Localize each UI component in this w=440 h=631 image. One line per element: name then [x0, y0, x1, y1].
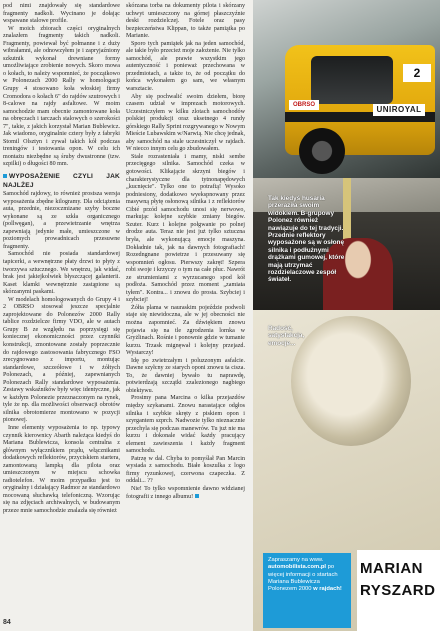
start-number: 2: [403, 64, 431, 82]
promo-body: po więcej informacji o startach Mariana Bublewicza Polonezem 2000: [268, 564, 338, 593]
promo-box: [263, 553, 351, 628]
square-bullet-icon: [3, 174, 7, 178]
sponsor-sticker: UNIROYAL: [373, 104, 425, 116]
paragraph: Samochód nie posiada standardowej tapicerki, a wewnętrzne płaty drzwi to płyty z tworzywa sztucznego. We wnętrzu, jak widać, brak jest jakiejkolwiek błyszczącej galanterii. Kaset klamki wewnętrznie zastąpione są skórzanymi paskami.: [3, 251, 120, 296]
paragraph: W moich zbiorach części oryginalnych znalazłem fragmenty takich nadkoli. Fragmenty, powiewał być połmanne i z duży wibrałamni, ale odnowzyłem je i zapryjaźniony szkutnik wykonał drewniane formy umożliwiające zrobienie nowych. Skoro mowa o kołach, to należy wspomnieć, że początkowo w Polonezach 2000 Rally w homologacji Grupy 4 stosowano koła włoskiej firmy Cromodora o kołach 6" do rajdów szutrowych i 8-calowe na rajdy asfaltowe. W moim samochodzie mam obecnie zamontowane koła na obręczach i tarczach stalowych o szerokości 7", takie, z jakich korzystał Marian Bublewicz. Jak wiadomo, oryginalnie cztery były z fabryki Stomil Olsztyn i zywał takich kół podczas treningów i testowania opon. W celu ich montażu niezbędne są śruby dwustronne (tzw. szpilki) o długości 80 mm.: [3, 25, 120, 168]
section-heading: WYPOSAŻENIE CZYLI JAK NAJLŻEJ: [3, 173, 120, 190]
paragraph: Samochód rajdowy, to również prostsza wersja wyposażenia zbędne kilogramy. Dla odciążenia auta, przednie, niezoczmizane szyby boczne wykonane są ze szkła organicznego (pollwęgan), a przewietrzanie wnętrza zapewniają jedynie małe, umieszczone w poziomych prowadnicach przesuwne fragmenty.: [3, 191, 120, 250]
promo-lead: Zapraszamy na www.: [268, 557, 324, 563]
promo-link[interactable]: automobilista.com.pl: [268, 564, 326, 571]
paragraph: Idę po zwietrzałym i poluzzonym asfalcie. Dawne szyłcny ze starych oponi znowu ta cisza. To, że dawniej bywało tu naprawdę, potwierdzają szczątki zzalezionego nagbiego obiektywu.: [126, 357, 245, 394]
paragraph: Prosimy pana Marcina o kilka przejazdów między szykanami. Znowu narastające odgłos silnika i szybkie skręty z piskiem opon i szyrgantem szprch. Nadwozie tylko nieznacznie przechyla się podczas manewrów. Tu już nie ma kurzu i dokonale widać każdy pracujący element zawieszenia i każdy fragment samochodu.: [126, 395, 245, 455]
paragraph: Aby się pochwalić swoim dziełem, biorę czasem udział w imprezach motorowych. Uczestniczyłem w kilku zlotach samochodów polskiej produkcji oraz uksetnego 4 rundy górskiego Rally Sprint rozgrywanego w Nowym Mieście Lubawskim w/Narwią. Nie chcę jednak, aby samochód na stale uczestniczył w rajdach. W niecco innym celu go zbudowałem.: [126, 93, 245, 153]
text-column-1: [3, 3, 120, 516]
driver-name-first: MARIAN: [360, 560, 423, 577]
car-wheel: [299, 128, 345, 174]
end-mark-icon: [195, 494, 199, 498]
promo-end: w rajdach!: [313, 586, 342, 593]
paragraph: Patrzę w dal. Chyba to pomyślał Pan Marcin wysiada z samochodu. Białe koszulka z logo firmy ryzunkowej, czerwona czapeczka. Z oddali... ??: [126, 455, 245, 485]
sponsor-sticker-small: OBRSO: [289, 100, 319, 110]
paragraph: Nie! To tylko wspomnienie dawno widzianej fotografii z innego albumu!: [126, 486, 245, 500]
paragraph: skórzana torba na dokumenty pilota i skórzany uchwyt umieszczony na górnej płaszczyźnie deski rozdzielczej. Fotele oraz pasy bezpieczeństwa Klippan, to także pamiątka po Marianie.: [126, 3, 245, 40]
paragraph: Inne elementy wyposażenia to np. typowy czynnik kierownicy Abarth należąca kiedyś do Mariana Bublewicza, konsola centralna z głównym wyłącznikiem prądu, włącznikami dodatkowych reflektorów, przyciskiem startera, zamontowaną lampką dla pilota oraz umieszczonym w miejscu schowka radiotelefon. W moim przypadku jest to oryginalny i działający Radmor ze standardowo mocowaną słuchawką telefoniczną. Wzorując się na zdjęciach archiwalnych, w budowanym przeze mnie samochodzie znalazła się również: [3, 424, 120, 514]
photo-caption: Tak kiedyś husaria przeraziła swoim widokiem. B-grupowy Polonez również nawiązuje do tej tradycji. Przednie reflektory wyposażone są w osłonę silnika i podłużnymi drążkami gumowej, które mają utrzymać rozdzielaczowe zespół świateł.: [268, 195, 345, 284]
paragraph: pod nimi znajdowały się standardowe fragmenty nadkoli. Wycinano je dołając wspawane stalowe profile.: [3, 3, 120, 25]
car-windshield: [311, 56, 393, 104]
text-column-2: [126, 3, 245, 501]
paragraph: W modelach homologowanych do Grupy 4 i 2 OBRSO stosował jeszcze specjalnie zaprojektowane do Polonezów 2000 Rally tablice rozdzielcze firmy VDO, ale w autach Grupy B ze względu na poprzysięgi się koniecznej ekonomiczności przez czynniki konstrukcji, zmontowane zostały poprzecznie do rajdowego zastosowania fabrycznego FSO zrecygnowano z importu, montując standardowe, szczeółowe i w żółtych Polonezach, a później, zapewnianych Polonezach Rally standardowe wyposażenia. Zestawy wskaźników były więc identyczne, jak w każdym Polonezie przeznaczonym na rynek, tyle że np. dla możliwości obserwacji obrotów silnika obrotomierze montowano w pozycji pionowej.: [3, 296, 120, 424]
paragraph: Stale rozrasteniała i mamy, niski sembe przecięgego silnika. Samochód czeka w gotowości. Klikającie skrzyni biegów i charakterystyczne dla tytnonapędowych „kucnięcie". Tylko one to potrafią! Wysoko podniesiony, dodatkowo wyekspnowany przez masywną płytę osłonową silnika i z reflektorów Cibié przód samochodu unosi się nerwowo, markując kolejne szybkie zmiany biegów. Szuter. Kurz i kolejne połgwanie po polnej drodze auta. Teraz nie jest już tylko sztuczna bryła, ale wykonującą emocje maszyna. Dokładnie tak, jak na dawnych fotografiach! Rozedngnane powietrze i przesuwany się wspomnień ogłosu. Pierwszy zakręt! Szpera robi swoje i krzyczy o tym na całe płuc. Nawrót ze strumieniami z wyrzucanego spod kół podłoża. Samochód przez moment „zamiata tyłem". Kontra... i znowu do prosta. Szybciej i szybciej!: [126, 153, 245, 304]
driver-name-second: RYSZARD: [360, 582, 436, 599]
photo-rally-car-front: [253, 0, 440, 178]
photo-caption: Radość, satysfakcja, emocje...: [268, 325, 305, 347]
page-number: 84: [3, 619, 11, 626]
paragraph: Sporo tych pamiątek jak na jeden samochód, ale takie było przecież moje założenie. Nie tylko samochód, ale prawie wszystkim jego autentyczność i ponieważ przechowana w przedmiotach, a także to, że od początku do końca wykonałem go sam, we własnym warsztacie.: [126, 40, 245, 93]
paragraph: Żółta plama w nauraskim pojeździe podwoli staje się niewidoczna, ale w jej obecności nie można zapomnieć. Za dźwiękiem znowu pojawia się na tle zgrodzenia lornka w Gryżlinach. Rośnie i ponownie gdzie w tumanie kurzu. Trzask mignęwał i kolejny przejazd. Wystarczy!: [126, 304, 245, 357]
